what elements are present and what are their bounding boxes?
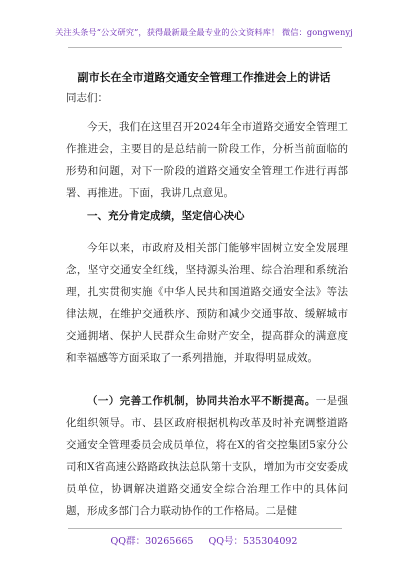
footer-divider (68, 528, 342, 529)
subheading-mechanism: （一）完善工作机制，协同共治水平不断提高。 (87, 395, 316, 407)
footer (0, 533, 408, 547)
document-title: 副市长在全市道路交通安全管理工作推进会上的讲话 (77, 71, 331, 84)
paragraph-intro: 今天，我们在这里召开2024年全市道路交通安全管理工作推进会，主要目的是总结前一阶段工作，分析当前面临的形势和问题，对下一阶段的道路交通安全管理工作进行再部署、再推进。下面，我讲几点意见。 (66, 121, 348, 199)
section-heading-1: 一、充分肯定成绩，坚定信心决心 (87, 210, 245, 222)
footer-qq-group: QQ群：30265665 (110, 536, 194, 547)
paragraph-mechanism (66, 390, 348, 522)
salutation: 同志们： (66, 92, 108, 104)
header-divider (68, 47, 342, 48)
paragraph-achievements: 今年以来，市政府及相关部门能够牢固树立安全发展理念，坚守交通安全红线，坚持源头治理、综合治理和系统治理，扎实贯彻实施《中华人民共和国道路交通安全法》等法律法规，在维护交通秩序、预防和减少交通事故、缓解城市交通拥堵、保护人民群众生命财产安全，提高群众的满意度和幸福感等方面采取了一系列措施，并取得明显成效。 (66, 242, 348, 364)
header-banner: 关注头条号“公文研究”，获得最新最全最专业的公文资料库！ 微信：gongwenyj (55, 27, 353, 37)
paragraph-mechanism-text: 一是强化组织领导。市、县区政府根据机构改革及时补充调整道路交通安全管理委员会成员单位，将在X的省交控集团5家分公司和X省高速公路路政执法总队第十支队，增加为市交安委成员单位，协调解决道路交通安全综合治理工作中的具体问题，形成多部门合力联动协作的工作格局。二是健 (66, 395, 349, 517)
footer-qq-number: QQ号：535304092 (208, 536, 298, 547)
